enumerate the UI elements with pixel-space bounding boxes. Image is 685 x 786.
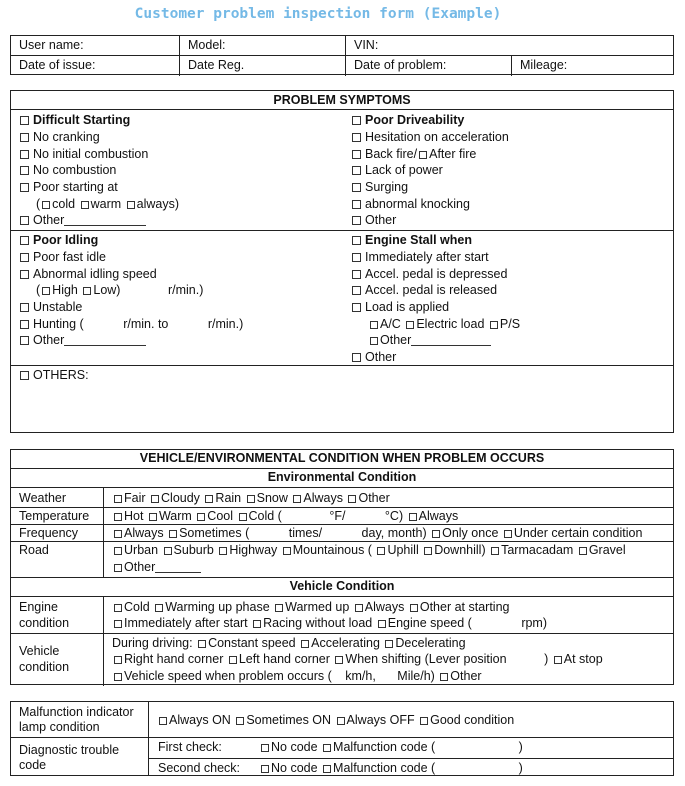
divider: [103, 596, 104, 686]
other-blank[interactable]: [155, 572, 201, 573]
symptom-label: Abnormal idling speed: [33, 267, 157, 281]
option-label: No code: [271, 740, 318, 754]
option-label: Warm: [158, 509, 192, 523]
checkbox[interactable]: [579, 547, 587, 555]
checkbox[interactable]: [355, 604, 363, 612]
checkbox[interactable]: [554, 656, 562, 664]
label-line: Diagnostic trouble: [19, 743, 120, 757]
vehicle-condition-options-3: [112, 668, 482, 684]
checkbox[interactable]: [301, 640, 309, 648]
checkbox[interactable]: [114, 620, 122, 628]
second-check-label: Second check:: [158, 761, 240, 775]
unit-label: rpm): [521, 616, 548, 630]
checkbox[interactable]: [283, 547, 291, 555]
checkbox[interactable]: [409, 513, 417, 521]
option-label: Sometimes (: [179, 526, 250, 540]
checkbox[interactable]: [42, 201, 50, 209]
checkbox[interactable]: [352, 286, 361, 295]
paren: (: [36, 197, 41, 211]
ps-label: P/S: [499, 317, 521, 331]
checkbox[interactable]: [378, 620, 386, 628]
always-label: always): [136, 197, 180, 211]
vehicle-environmental-header: VEHICLE/ENVIRONMENTAL CONDITION WHEN PROBLEM OCCURS: [139, 451, 545, 465]
option-label: Left hand corner: [238, 652, 330, 666]
other-blank[interactable]: [411, 345, 491, 346]
option-label: Rain: [215, 491, 242, 505]
checkbox[interactable]: [352, 150, 361, 159]
vehicle-condition-label: [19, 643, 69, 675]
checkbox[interactable]: [20, 236, 29, 245]
checkbox[interactable]: [247, 495, 255, 503]
label-line: code: [19, 758, 47, 772]
checkbox[interactable]: [20, 183, 29, 192]
info-row-2: [11, 56, 673, 76]
label-line: Engine: [19, 600, 58, 614]
option-label: Engine speed (: [387, 616, 472, 630]
checkbox[interactable]: [20, 216, 29, 225]
checkbox[interactable]: [419, 151, 427, 159]
paren: ): [544, 652, 549, 666]
temperature-label: Temperature: [19, 509, 90, 523]
unit-label: °F/: [329, 509, 346, 523]
ac-label: A/C: [380, 317, 401, 331]
option-label: Highway: [229, 543, 278, 557]
symptom-label: No cranking: [33, 130, 100, 144]
vehicle-condition-options-2: [112, 651, 603, 667]
checkbox[interactable]: [20, 371, 29, 380]
checkbox[interactable]: [169, 530, 177, 538]
checkbox[interactable]: [164, 547, 172, 555]
vehicle-condition-header: Vehicle Condition: [289, 579, 395, 593]
option-label: Malfunction code (: [333, 761, 436, 775]
frequency-label: Frequency: [19, 526, 79, 540]
option-label: At stop: [563, 652, 603, 666]
option-label: Only once: [442, 526, 499, 540]
option-label: Always: [303, 491, 343, 505]
mileage-field[interactable]: Mileage:: [511, 56, 675, 76]
checkbox[interactable]: [236, 717, 244, 725]
poor-idling-title: Poor Idling: [33, 233, 99, 247]
option-label: Always ON: [169, 713, 231, 727]
checkbox[interactable]: [370, 337, 378, 345]
divider: [148, 758, 673, 759]
engine-stall-title: Engine Stall when: [365, 233, 472, 247]
checkbox[interactable]: [219, 547, 227, 555]
symptom-label: After fire: [429, 147, 477, 161]
option-label: Always: [124, 526, 164, 540]
rmin-to-label: r/min. to: [123, 317, 169, 331]
option-label: Constant speed: [208, 636, 296, 650]
option-label: Cloudy: [161, 491, 200, 505]
checkbox[interactable]: [410, 604, 418, 612]
checkbox[interactable]: [20, 116, 29, 125]
symptom-label: Lack of power: [365, 163, 443, 177]
option-label: Uphill: [387, 543, 419, 557]
option-label: Mountainous (: [292, 543, 372, 557]
option-label: Warmed up: [285, 600, 350, 614]
checkbox[interactable]: [335, 656, 343, 664]
during-driving-label: During driving:: [112, 636, 193, 650]
checkbox[interactable]: [377, 547, 385, 555]
option-label: day, month): [361, 526, 427, 540]
option-label: Malfunction code (: [333, 740, 436, 754]
checkbox[interactable]: [352, 353, 361, 362]
option-label: Suburb: [173, 543, 214, 557]
symptom-label: Accel. pedal is released: [365, 283, 498, 297]
paren: (: [36, 283, 41, 297]
checkbox[interactable]: [159, 717, 167, 725]
unit-label: km/h,: [345, 669, 376, 683]
temperature-options: [112, 508, 458, 524]
warm-label: warm: [90, 197, 122, 211]
checkbox[interactable]: [420, 717, 428, 725]
customer-info-table: [10, 35, 674, 75]
checkbox[interactable]: [81, 201, 89, 209]
divider: [11, 230, 673, 231]
info-row-1: [11, 36, 673, 56]
symptom-label: No combustion: [33, 163, 117, 177]
checkbox[interactable]: [348, 495, 356, 503]
checkbox[interactable]: [114, 673, 122, 681]
paren: ): [518, 761, 523, 775]
checkbox[interactable]: [114, 530, 122, 538]
option-label: Decelerating: [395, 636, 466, 650]
label-line: condition: [19, 616, 70, 630]
option-label: Downhill): [434, 543, 486, 557]
checkbox[interactable]: [352, 270, 361, 279]
option-label: Urban: [124, 543, 159, 557]
dtc-label: [19, 743, 119, 773]
malfunction-diagnostic-section: [10, 701, 674, 776]
checkbox[interactable]: [42, 287, 50, 295]
option-label: times/: [288, 526, 323, 540]
option-label: Snow: [256, 491, 288, 505]
checkbox[interactable]: [20, 166, 29, 175]
first-check-options: [259, 739, 523, 755]
label-line: Malfunction indicator: [19, 705, 134, 719]
checkbox[interactable]: [491, 547, 499, 555]
checkbox[interactable]: [337, 717, 345, 725]
checkbox[interactable]: [293, 495, 301, 503]
others-row: [20, 367, 89, 383]
symptom-label: Back fire/: [365, 147, 418, 161]
checkbox[interactable]: [229, 656, 237, 664]
environmental-condition-header: Environmental Condition: [267, 470, 417, 484]
option-label: Cool: [207, 509, 234, 523]
checkbox[interactable]: [385, 640, 393, 648]
option-label: Warming up phase: [165, 600, 270, 614]
checkbox[interactable]: [114, 604, 122, 612]
low-label: Low): [93, 283, 121, 297]
checkbox[interactable]: [20, 150, 29, 159]
checkbox[interactable]: [352, 166, 361, 175]
option-label: Always: [364, 600, 405, 614]
checkbox[interactable]: [239, 513, 247, 521]
vin-field[interactable]: VIN:: [345, 36, 675, 56]
label-line: lamp condition: [19, 720, 100, 734]
option-label: Cold (: [248, 509, 282, 523]
difficult-starting-title: Difficult Starting: [33, 113, 131, 127]
option-label: Other: [450, 669, 482, 683]
checkbox[interactable]: [114, 547, 122, 555]
checkbox[interactable]: [261, 765, 269, 773]
poor-driveability-title: Poor Driveability: [365, 113, 465, 127]
checkbox[interactable]: [440, 673, 448, 681]
option-label: Sometimes ON: [246, 713, 332, 727]
other-label: Other: [365, 213, 397, 227]
road-label: Road: [19, 543, 49, 557]
checkbox[interactable]: [83, 287, 91, 295]
road-options: [112, 542, 626, 558]
checkbox[interactable]: [20, 336, 29, 345]
checkbox[interactable]: [197, 513, 205, 521]
checkbox[interactable]: [424, 547, 432, 555]
engine-condition-options-1: [112, 599, 509, 615]
option-label: Fair: [124, 491, 146, 505]
checkbox[interactable]: [20, 320, 29, 329]
option-label: When shifting (Lever position: [345, 652, 507, 666]
symptom-label: Load is applied: [365, 300, 450, 314]
option-label: Racing without load: [263, 616, 373, 630]
unit-label: Mile/h): [397, 669, 435, 683]
model-field[interactable]: Model:: [179, 36, 345, 56]
checkbox[interactable]: [370, 321, 378, 329]
option-label: Other: [358, 491, 390, 505]
symptom-label: Unstable: [33, 300, 83, 314]
checkbox[interactable]: [155, 604, 163, 612]
checkbox[interactable]: [432, 530, 440, 538]
option-label: Gravel: [588, 543, 626, 557]
option-label: Hot: [124, 509, 144, 523]
rmin-label: r/min.): [167, 283, 204, 297]
others-label: OTHERS:: [33, 368, 89, 382]
checkbox[interactable]: [20, 303, 29, 312]
frequency-options: [112, 525, 642, 541]
weather-options: [112, 490, 390, 506]
option-label: Cold: [124, 600, 150, 614]
other-blank[interactable]: [64, 345, 146, 346]
weather-label: Weather: [19, 491, 67, 505]
divider: [11, 365, 673, 366]
form-title: Customer problem inspection form (Example): [134, 6, 502, 22]
other-label: Other: [380, 333, 412, 347]
checkbox[interactable]: [114, 564, 122, 572]
checkbox[interactable]: [406, 321, 414, 329]
checkbox[interactable]: [352, 216, 361, 225]
road-other: [112, 559, 201, 575]
symptom-label: Immediately after start: [365, 250, 489, 264]
vehicle-condition-options-1: [112, 635, 466, 651]
electric-load-label: Electric load: [416, 317, 485, 331]
symptom-label: Accel. pedal is depressed: [365, 267, 508, 281]
option-label: Immediately after start: [124, 616, 248, 630]
checkbox[interactable]: [149, 513, 157, 521]
divider: [11, 633, 673, 634]
checkbox[interactable]: [323, 765, 331, 773]
option-label: Other at starting: [419, 600, 510, 614]
checkbox[interactable]: [205, 495, 213, 503]
symptom-label: Surging: [365, 180, 409, 194]
option-label: Accelerating: [311, 636, 380, 650]
option-label: Right hand corner: [124, 652, 224, 666]
label-line: condition: [19, 660, 70, 674]
date-of-problem-field[interactable]: Date of problem:: [345, 56, 511, 76]
checkbox[interactable]: [127, 201, 135, 209]
checkbox[interactable]: [151, 495, 159, 503]
other-label: Other: [365, 350, 397, 364]
other-label: Other: [33, 213, 65, 227]
first-check-label: First check:: [158, 740, 222, 754]
other-blank[interactable]: [64, 225, 146, 226]
engine-condition-label: [19, 599, 69, 631]
option-label: Under certain condition: [513, 526, 643, 540]
symptom-label: Poor fast idle: [33, 250, 106, 264]
problem-symptoms-header: PROBLEM SYMPTOMS: [11, 91, 673, 110]
option-label: No code: [271, 761, 318, 775]
checkbox[interactable]: [253, 620, 261, 628]
option-label: Always OFF: [346, 713, 415, 727]
checkbox[interactable]: [352, 133, 361, 142]
engine-condition-options-2: [112, 615, 547, 631]
option-label: Good condition: [430, 713, 515, 727]
symptom-label: abnormal knocking: [365, 197, 470, 211]
checkbox[interactable]: [323, 744, 331, 752]
second-check-options: [259, 760, 523, 776]
unit-label: °C): [384, 509, 404, 523]
cold-label: cold: [52, 197, 76, 211]
checkbox[interactable]: [504, 530, 512, 538]
problem-symptoms-section: [10, 90, 674, 433]
symptom-label: Poor starting at: [33, 180, 118, 194]
divider: [103, 487, 104, 577]
rmin-label: r/min.): [207, 317, 244, 331]
high-label: High: [52, 283, 78, 297]
checkbox[interactable]: [352, 236, 361, 245]
checkbox[interactable]: [114, 513, 122, 521]
mil-options: [157, 712, 514, 728]
date-reg-field[interactable]: Date Reg.: [179, 56, 345, 76]
checkbox[interactable]: [352, 253, 361, 262]
divider: [11, 737, 673, 738]
symptom-label: Hunting (: [33, 317, 84, 331]
vehicle-environmental-section: [10, 449, 674, 685]
checkbox[interactable]: [114, 656, 122, 664]
option-label: Tarmacadam: [501, 543, 574, 557]
divider: [11, 487, 673, 488]
divider: [11, 596, 673, 597]
checkbox[interactable]: [275, 604, 283, 612]
checkbox[interactable]: [114, 495, 122, 503]
checkbox[interactable]: [352, 183, 361, 192]
divider: [148, 702, 149, 775]
mil-label: [19, 705, 134, 735]
date-of-issue-field[interactable]: Date of issue:: [19, 58, 96, 72]
checkbox[interactable]: [490, 321, 498, 329]
other-label: Other: [33, 333, 65, 347]
option-label: Other: [124, 560, 156, 574]
user-name-field[interactable]: User name:: [19, 38, 84, 52]
checkbox[interactable]: [20, 270, 29, 279]
label-line: Vehicle: [19, 644, 60, 658]
checkbox[interactable]: [352, 200, 361, 209]
option-label: Vehicle speed when problem occurs (: [124, 669, 332, 683]
checkbox[interactable]: [352, 303, 361, 312]
checkbox[interactable]: [20, 253, 29, 262]
checkbox[interactable]: [20, 133, 29, 142]
checkbox[interactable]: [198, 640, 206, 648]
checkbox[interactable]: [261, 744, 269, 752]
paren: ): [518, 740, 523, 754]
symptom-label: No initial combustion: [33, 147, 149, 161]
option-label: Always: [418, 509, 459, 523]
checkbox[interactable]: [352, 116, 361, 125]
symptom-label: Hesitation on acceleration: [365, 130, 509, 144]
